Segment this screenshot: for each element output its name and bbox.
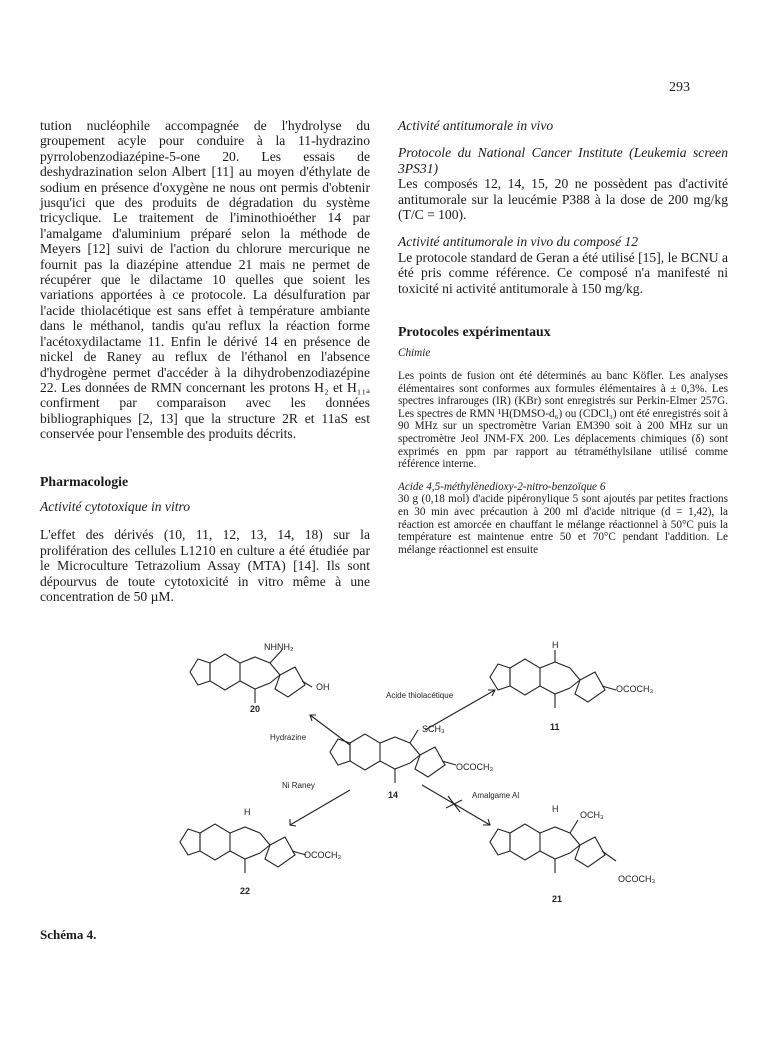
- compound-22: 22: [240, 886, 251, 896]
- label-oh: OH: [316, 682, 330, 692]
- label-ococh3-14: OCOCH₃: [456, 762, 494, 772]
- paragraph-chimie: Les points de fusion ont été déterminés au banc Köfler. Les analyses élémentaires sont conformes aux formules élémentaires à ± 0,3%. Les spectres infrarouges (IR) (KBr) sont enregistrés sur Perkin-Elmer 257G. Les spectres de RMN ¹H(DMSO-d₆) ou (CDCl₃) ont été enregistrés soit à 90 MHz sur un spectromètre Varian EM390 soit à 200 MHz sur un spectromètre Jeol JNM-FX 200. Les déplacements chimiques (δ) sont exprimés en ppm par rapport au tétraméthylsilane utilisé comme référence interne.: [398, 370, 728, 471]
- section-heading-protocoles: Protocoles expérimentaux: [398, 324, 551, 340]
- compound-20: 20: [250, 704, 261, 714]
- structure-22: [180, 824, 306, 873]
- paragraph-chemistry: tution nucléophile accompagnée de l'hydrolyse du groupement acyle pour conduire à la 11-hydrazino pyrrolobenzodiazépine-5-one 20. Les essais de deshydrazination selon Albert [11] au moyen d'éthylate de sodium en présence d'oxygène ne nous ont permis d'obtenir jusqu'ici que des produits de dégradation du système tricyclique. Le traitement de l'iminothioéther 14 par l'amalgame d'aluminium préparé selon la méthode de Meyers [12] suivi de l'action du chlorure mercurique ne fournit pas la diazépine attendue 21 mais ne permet de récupérer que le dilactame 10 quelles que soient les variations apportées à ce protocole. La désulfuration par l'acide thiolacétique est sans effet à température ambiante dans le méthanol, tandis qu'au reflux la réaction forme l'acétoxydilactame 11. Enfin le dérivé 14 en présence de nickel de Raney au reflux de l'éthanol en l'absence d'hydrogène permet d'accéder à la dihydrobenzodiazépine 22. Les données de RMN concernant les protons H₂ et H₁₁ₐ confirment par comparaison avec les données bibliographiques [2, 13] que la structure 2R et 11aS est conservée pour l'ensemble des produits décrits.: [40, 118, 370, 442]
- structure-20: [190, 650, 312, 703]
- subheading-acid-6: Acide 4,5-méthylènedioxy-2-nitro-benzoïque 6: [398, 480, 606, 493]
- paragraph-acid-6: 30 g (0,18 mol) d'acide pipéronylique 5 sont ajoutés par petites fractions en 30 min avec précaution à 200 ml d'acide nitrique (d = 1,42), la réaction est amorcée en chauffant le mélange réactionnel à 50°C puis la température est maintenue entre 50 et 70°C pendant l'addition. Le mélange réactionnel est ensuite: [398, 493, 728, 556]
- label-ococh3-22: OCOCH₃: [304, 850, 342, 860]
- paragraph-cytotoxic: L'effet des dérivés (10, 11, 12, 13, 14, 18) sur la prolifération des cellules L1210 en culture a été étudiée par le Microculture Tetrazolium Assay (MTA) [14]. Ils sont dépourvus de toute cytotoxicité in vitro même à une concentration de 50 µM.: [40, 527, 370, 604]
- compound-14: 14: [388, 790, 399, 800]
- label-h-21: H: [552, 804, 559, 814]
- structure-21: [490, 820, 616, 873]
- arrow-hydrazine: [310, 715, 350, 745]
- label-och3: OCH₃: [580, 810, 604, 820]
- label-h-22: H: [244, 807, 251, 817]
- scheme-caption: Schéma 4.: [40, 927, 97, 942]
- subheading-nci: Protocole du National Cancer Institute (Leukemia screen 3PS31): [398, 145, 728, 176]
- structure-11: [490, 650, 616, 708]
- paragraph-nci: Les composés 12, 14, 15, 20 ne possèdent pas d'activité antitumorale sur la leucémie P388 à la dose de 200 mg/kg (T/C = 100).: [398, 176, 728, 223]
- right-column: [398, 118, 728, 556]
- label-sch3: SCH₃: [422, 724, 445, 734]
- label-ococh3-11: OCOCH₃: [616, 684, 654, 694]
- left-column: [40, 118, 370, 604]
- label-nhnh2: NHNH₂: [264, 642, 294, 652]
- compound-11: 11: [550, 722, 560, 732]
- subheading-cytotoxic: Activité cytotoxique in vitro: [40, 498, 191, 514]
- reagent-thiolacetic: Acide thiolacétique: [386, 691, 454, 700]
- compound-21: 21: [552, 894, 563, 904]
- subheading-chimie: Chimie: [398, 347, 431, 360]
- label-h-11: H: [552, 640, 559, 650]
- structure-14: [330, 730, 456, 783]
- section-heading-pharmacologie: Pharmacologie: [40, 473, 129, 489]
- reagent-hydrazine: Hydrazine: [270, 733, 307, 742]
- subheading-compound-12: Activité antitumorale in vivo du composé 12: [398, 234, 639, 250]
- arrow-raney: [290, 790, 350, 826]
- reaction-scheme: [150, 620, 750, 910]
- page-number: 293: [669, 80, 690, 95]
- paragraph-compound-12: Le protocole standard de Geran a été utilisé [15], le BCNU a été pris comme référence. Ce composé n'a manifesté ni toxicité ni activité antitumorale à 150 mg/kg.: [398, 249, 728, 296]
- subheading-antitumor: Activité antitumorale in vivo: [398, 118, 554, 133]
- reagent-amalgame: Amalgame Al: [472, 791, 520, 800]
- reagent-raney: Ni Raney: [282, 781, 315, 790]
- label-ococh3-21: OCOCH₃: [618, 874, 656, 884]
